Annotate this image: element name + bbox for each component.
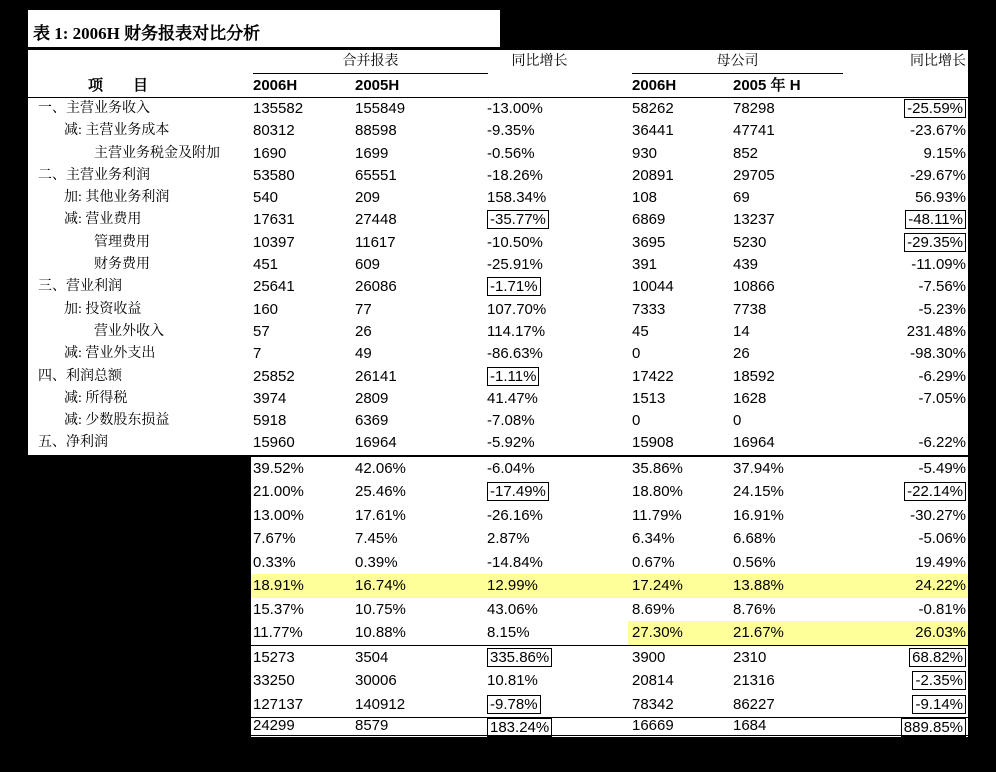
cell-2005h-parent: 16.91% (733, 506, 784, 524)
cell-2006h-parent: 27.30% (632, 624, 683, 642)
cell-2005h-parent: 13.88% (733, 577, 784, 595)
table-row (28, 299, 968, 321)
cell-2006h-consolidated: 127137 (253, 696, 304, 714)
row-label: 营业外收入 (94, 323, 164, 339)
row-label: 一、主营业务收入 (38, 101, 150, 116)
cell-2005h-parent: 16964 (733, 434, 775, 452)
cell-2006h-parent: 17.24% (632, 577, 683, 595)
cell-2005h-consolidated: 77 (355, 300, 372, 318)
cell-yoy-growth-consolidated: -5.92% (487, 434, 535, 452)
cell-yoy-growth-parent (912, 669, 966, 693)
boxed-value: -1.71% (487, 277, 541, 296)
cell-yoy-growth-parent: -0.81% (918, 600, 966, 618)
cell-2006h-parent: 0.67% (632, 553, 675, 571)
cell-2005h-consolidated: 42.06% (355, 459, 406, 477)
cell-2006h-parent: 1513 (632, 389, 666, 407)
cell-yoy-growth-parent: 26.03% (915, 624, 966, 642)
cell-yoy-growth-parent: -30.27% (910, 506, 966, 524)
cell-2006h-consolidated: 80312 (253, 122, 295, 140)
cell-2005h-parent: 69 (733, 189, 750, 207)
table-row (28, 143, 968, 165)
table-title-text: 表 1: 2006H 财务报表对比分析 (33, 24, 261, 43)
cell-2005h-consolidated: 155849 (355, 100, 406, 117)
cell-2005h-parent: 21316 (733, 672, 775, 690)
cell-2005h-consolidated: 0.39% (355, 553, 398, 571)
cell-2005h-consolidated: 209 (355, 189, 381, 207)
cell-yoy-growth-parent: -23.67% (910, 122, 966, 140)
header-2005h-consolidated: 2005H (355, 77, 400, 94)
table-row (28, 276, 968, 298)
cell-2006h-consolidated: 33250 (253, 672, 295, 690)
cell-yoy-growth-consolidated (487, 209, 549, 231)
cell-2006h-parent: 11.79% (632, 506, 682, 524)
cell-2006h-consolidated: 540 (253, 189, 279, 207)
cell-2005h-consolidated: 25.46% (355, 483, 406, 501)
cell-yoy-growth-consolidated: -0.56% (487, 144, 535, 162)
cell-2005h-parent: 5230 (733, 233, 767, 251)
header-parent-company: 母公司 (632, 50, 843, 74)
cell-yoy-growth-consolidated: 41.47% (487, 389, 538, 407)
cell-yoy-growth-parent: 56.93% (915, 189, 966, 207)
header-2005h-parent: 2005 年 H (733, 77, 801, 94)
cell-yoy-growth-parent: 9.15% (923, 144, 966, 162)
boxed-value: 889.85% (901, 718, 966, 737)
cell-yoy-growth-parent: 19.49% (915, 553, 966, 571)
cell-2005h-parent: 1684 (733, 716, 767, 734)
cell-2006h-consolidated: 11.77% (253, 624, 303, 642)
boxed-value: 68.82% (909, 648, 966, 667)
cell-yoy-growth-parent: 231.48% (906, 322, 966, 340)
cell-2005h-consolidated: 10.75% (355, 600, 406, 618)
header-yoy-growth-consolidated: 同比增长 (511, 54, 568, 69)
cell-2005h-consolidated: 30006 (355, 672, 397, 690)
boxed-value: -29.35% (904, 233, 966, 252)
row-label: 主营业务税金及附加 (94, 145, 220, 161)
cell-2005h-parent: 13237 (733, 211, 775, 229)
cell-yoy-growth-parent (904, 232, 966, 254)
section-income-statement-values (28, 98, 968, 457)
cell-yoy-growth-consolidated: -18.26% (487, 166, 543, 184)
row-label: 三、营业利润 (38, 279, 122, 295)
cell-yoy-growth-consolidated: 10.81% (487, 672, 538, 690)
cell-2006h-parent: 8.69% (632, 600, 675, 618)
cell-2006h-parent: 0 (632, 345, 641, 363)
cell-yoy-growth-consolidated (487, 366, 539, 388)
cell-2006h-parent: 16669 (632, 716, 674, 734)
row-label: 减: 所得税 (64, 390, 128, 406)
cell-2006h-parent: 78342 (632, 696, 674, 714)
boxed-value: -9.14% (912, 695, 966, 714)
cell-yoy-growth-parent: -7.56% (918, 278, 966, 296)
header-yoy-growth-parent: 同比增长 (910, 54, 966, 69)
cell-yoy-growth-consolidated: 107.70% (487, 300, 547, 318)
cell-2005h-parent: 6.68% (733, 530, 776, 548)
boxed-value: 183.24% (487, 718, 552, 737)
cell-2006h-consolidated: 7 (253, 345, 262, 363)
cell-2005h-consolidated: 27448 (355, 211, 397, 229)
cell-yoy-growth-parent: -5.49% (918, 459, 966, 477)
table-row (28, 366, 968, 388)
cell-2005h-parent: 0.56% (733, 553, 776, 571)
boxed-value: -22.14% (904, 482, 966, 501)
boxed-value: -48.11% (905, 210, 966, 229)
cell-2005h-consolidated: 26086 (355, 278, 397, 296)
cell-2005h-parent: 24.15% (733, 483, 784, 501)
cell-2005h-consolidated: 7.45% (355, 530, 398, 548)
row-label: 减: 营业外支出 (64, 346, 156, 362)
cell-yoy-growth-parent: -6.22% (918, 434, 966, 452)
table-row (28, 343, 968, 365)
cell-2005h-parent: 10866 (733, 278, 775, 296)
cell-yoy-growth-parent: -5.06% (918, 530, 966, 548)
cell-2005h-consolidated: 1699 (355, 144, 389, 162)
header-item: 项 目 (88, 78, 149, 94)
cell-2005h-consolidated: 2809 (355, 389, 389, 407)
cell-2005h-parent: 21.67% (733, 624, 784, 642)
cell-yoy-growth-consolidated (487, 276, 541, 298)
cell-yoy-growth-consolidated (487, 718, 552, 737)
row-label: 加: 其他业务利润 (64, 190, 170, 206)
cell-yoy-growth-parent: -11.09% (911, 256, 966, 274)
cell-2005h-consolidated: 88598 (355, 122, 397, 140)
cell-2006h-parent: 108 (632, 189, 658, 207)
cell-yoy-growth-parent: -29.67% (910, 166, 966, 184)
row-label: 减: 营业费用 (64, 212, 142, 228)
cell-2006h-consolidated: 15960 (253, 434, 295, 452)
cell-yoy-growth-consolidated: -9.35% (487, 122, 535, 140)
cell-2005h-consolidated: 609 (355, 256, 381, 274)
cell-2005h-consolidated: 16.74% (355, 577, 406, 595)
cell-2005h-consolidated: 16964 (355, 434, 397, 452)
cell-yoy-growth-consolidated: -86.63% (487, 345, 543, 363)
cell-2005h-parent: 47741 (733, 122, 775, 140)
cell-2006h-consolidated: 7.67% (253, 530, 296, 548)
cell-2005h-consolidated: 26 (355, 322, 372, 340)
cell-2005h-consolidated: 8579 (355, 716, 389, 734)
boxed-value: 335.86% (487, 648, 552, 667)
cell-2006h-consolidated: 1690 (253, 144, 287, 162)
cell-2006h-parent: 17422 (632, 367, 674, 385)
row-label: 四、利润总额 (38, 368, 122, 384)
row-label: 二、主营业务利润 (38, 167, 150, 183)
cell-2006h-consolidated: 3974 (253, 389, 287, 407)
boxed-value: -25.59% (904, 99, 966, 118)
cell-2006h-consolidated: 13.00% (253, 506, 304, 524)
cell-2006h-consolidated: 451 (253, 256, 279, 274)
cell-2005h-consolidated: 3504 (355, 648, 389, 666)
cell-2006h-parent: 15908 (632, 434, 674, 452)
cell-2005h-parent: 1628 (733, 389, 767, 407)
cell-2006h-parent: 3900 (632, 648, 666, 666)
cell-2006h-consolidated: 21.00% (253, 483, 304, 501)
table-row (28, 410, 968, 432)
cell-yoy-growth-consolidated: -6.04% (487, 459, 535, 477)
cell-2005h-parent: 29705 (733, 166, 775, 184)
table-row (28, 165, 968, 187)
cell-yoy-growth-consolidated: 158.34% (487, 189, 547, 207)
boxed-value: -17.49% (487, 482, 549, 501)
cell-yoy-growth-consolidated: -7.08% (487, 412, 535, 430)
cell-2005h-consolidated: 10.88% (355, 624, 406, 642)
cell-yoy-growth-parent: -5.23% (918, 300, 966, 318)
cell-2005h-parent: 14 (733, 322, 750, 340)
redaction-overlay (0, 457, 251, 772)
table-row (28, 120, 968, 142)
cell-2005h-consolidated: 17.61% (355, 506, 406, 524)
cell-yoy-growth-consolidated: -25.91% (487, 256, 543, 274)
cell-2006h-parent: 10044 (632, 278, 674, 296)
header-2006h-consolidated: 2006H (253, 77, 298, 94)
cell-yoy-growth-consolidated: -10.50% (487, 233, 543, 251)
cell-2005h-consolidated: 6369 (355, 412, 389, 430)
cell-2006h-consolidated: 15.37% (253, 600, 304, 618)
cell-2006h-parent: 3695 (632, 233, 666, 251)
row-label: 加: 投资收益 (64, 301, 142, 317)
cell-2005h-parent: 0 (733, 412, 742, 430)
cell-2005h-parent: 78298 (733, 100, 775, 117)
row-label: 财务费用 (94, 257, 150, 273)
cell-2006h-parent: 36441 (632, 122, 674, 140)
cell-2006h-parent: 7333 (632, 300, 666, 318)
cell-2005h-parent: 18592 (733, 367, 775, 385)
cell-2006h-consolidated: 15273 (253, 648, 295, 666)
cell-2006h-consolidated: 57 (253, 322, 270, 340)
cell-yoy-growth-consolidated: 12.99% (487, 577, 538, 595)
table-row (28, 232, 968, 254)
cell-yoy-growth-parent (912, 693, 966, 717)
cell-2005h-parent: 26 (733, 345, 750, 363)
cell-yoy-growth-consolidated: 8.15% (487, 624, 530, 642)
cell-2006h-parent: 35.86% (632, 459, 683, 477)
cell-2005h-parent: 86227 (733, 696, 775, 714)
cell-2006h-parent: 0 (632, 412, 641, 430)
cell-yoy-growth-parent (909, 646, 966, 670)
cell-yoy-growth-consolidated (487, 480, 549, 504)
cell-2006h-consolidated: 0.33% (253, 553, 296, 571)
cell-2005h-parent: 439 (733, 256, 759, 274)
cell-2005h-parent: 7738 (733, 300, 767, 318)
cell-yoy-growth-parent (904, 480, 966, 504)
boxed-value: -9.78% (487, 695, 541, 714)
cell-2006h-parent: 6869 (632, 211, 666, 229)
cell-2006h-consolidated: 135582 (253, 100, 304, 117)
cell-2005h-consolidated: 65551 (355, 166, 397, 184)
cell-yoy-growth-parent: -98.30% (910, 345, 966, 363)
cell-yoy-growth-parent: -6.29% (918, 367, 966, 385)
cell-2005h-parent: 2310 (733, 648, 767, 666)
cell-yoy-growth-parent: -7.05% (918, 389, 966, 407)
cell-2006h-consolidated: 25641 (253, 278, 295, 296)
cell-yoy-growth-parent: 24.22% (915, 577, 966, 595)
cell-2006h-consolidated: 24299 (253, 716, 295, 734)
cell-2006h-consolidated: 10397 (253, 233, 295, 251)
table-row (28, 98, 968, 120)
cell-2006h-parent: 6.34% (632, 530, 675, 548)
cell-yoy-growth-consolidated: -13.00% (487, 100, 543, 117)
cell-2006h-consolidated: 39.52% (253, 459, 304, 477)
cell-yoy-growth-consolidated: 114.17% (487, 322, 546, 340)
table-row (28, 254, 968, 276)
cell-2005h-parent: 852 (733, 144, 759, 162)
cell-2005h-parent: 8.76% (733, 600, 776, 618)
table-row (28, 187, 968, 209)
cell-yoy-growth-consolidated (487, 693, 541, 717)
table-row (28, 432, 968, 454)
cell-2006h-parent: 391 (632, 256, 658, 274)
cell-yoy-growth-consolidated: -14.84% (487, 553, 543, 571)
row-label: 管理费用 (94, 234, 150, 250)
boxed-value: -1.11% (487, 367, 539, 386)
table-row (28, 321, 968, 343)
cell-yoy-growth-parent (905, 209, 966, 231)
table-header-groups (28, 50, 968, 74)
cell-2006h-parent: 18.80% (632, 483, 683, 501)
header-2006h-parent: 2006H (632, 77, 677, 94)
cell-2006h-consolidated: 18.91% (253, 577, 304, 595)
cell-yoy-growth-consolidated: 2.87% (487, 530, 530, 548)
cell-2006h-parent: 20891 (632, 166, 674, 184)
cell-2006h-consolidated: 25852 (253, 367, 295, 385)
row-label: 减: 少数股东损益 (64, 413, 170, 429)
cell-2005h-consolidated: 49 (355, 345, 372, 363)
cell-yoy-growth-parent (901, 718, 966, 737)
cell-yoy-growth-parent (904, 98, 966, 120)
cell-2005h-parent: 37.94% (733, 459, 784, 477)
cell-yoy-growth-consolidated (487, 646, 552, 670)
header-consolidated-statements: 合并报表 (253, 50, 488, 74)
cell-2005h-consolidated: 26141 (355, 367, 397, 385)
cell-yoy-growth-consolidated: 43.06% (487, 600, 538, 618)
boxed-value: -2.35% (912, 671, 966, 690)
table-row (28, 388, 968, 410)
cell-2005h-consolidated: 11617 (355, 233, 396, 251)
cell-2006h-parent: 930 (632, 144, 658, 162)
table-header-columns (28, 74, 968, 98)
cell-2006h-parent: 20814 (632, 672, 674, 690)
row-label: 五、净利润 (38, 435, 108, 451)
cell-2006h-parent: 58262 (632, 100, 674, 117)
cell-2006h-consolidated: 17631 (253, 211, 295, 229)
cell-2006h-consolidated: 5918 (253, 412, 287, 430)
cell-yoy-growth-consolidated: -26.16% (487, 506, 543, 524)
cell-2006h-consolidated: 53580 (253, 166, 295, 184)
cell-2005h-consolidated: 140912 (355, 696, 406, 714)
cell-2006h-parent: 45 (632, 322, 649, 340)
boxed-value: -35.77% (487, 210, 549, 229)
table-row (28, 209, 968, 231)
cell-2006h-consolidated: 160 (253, 300, 279, 318)
row-label: 减: 主营业务成本 (64, 123, 170, 139)
table-title (28, 10, 500, 47)
